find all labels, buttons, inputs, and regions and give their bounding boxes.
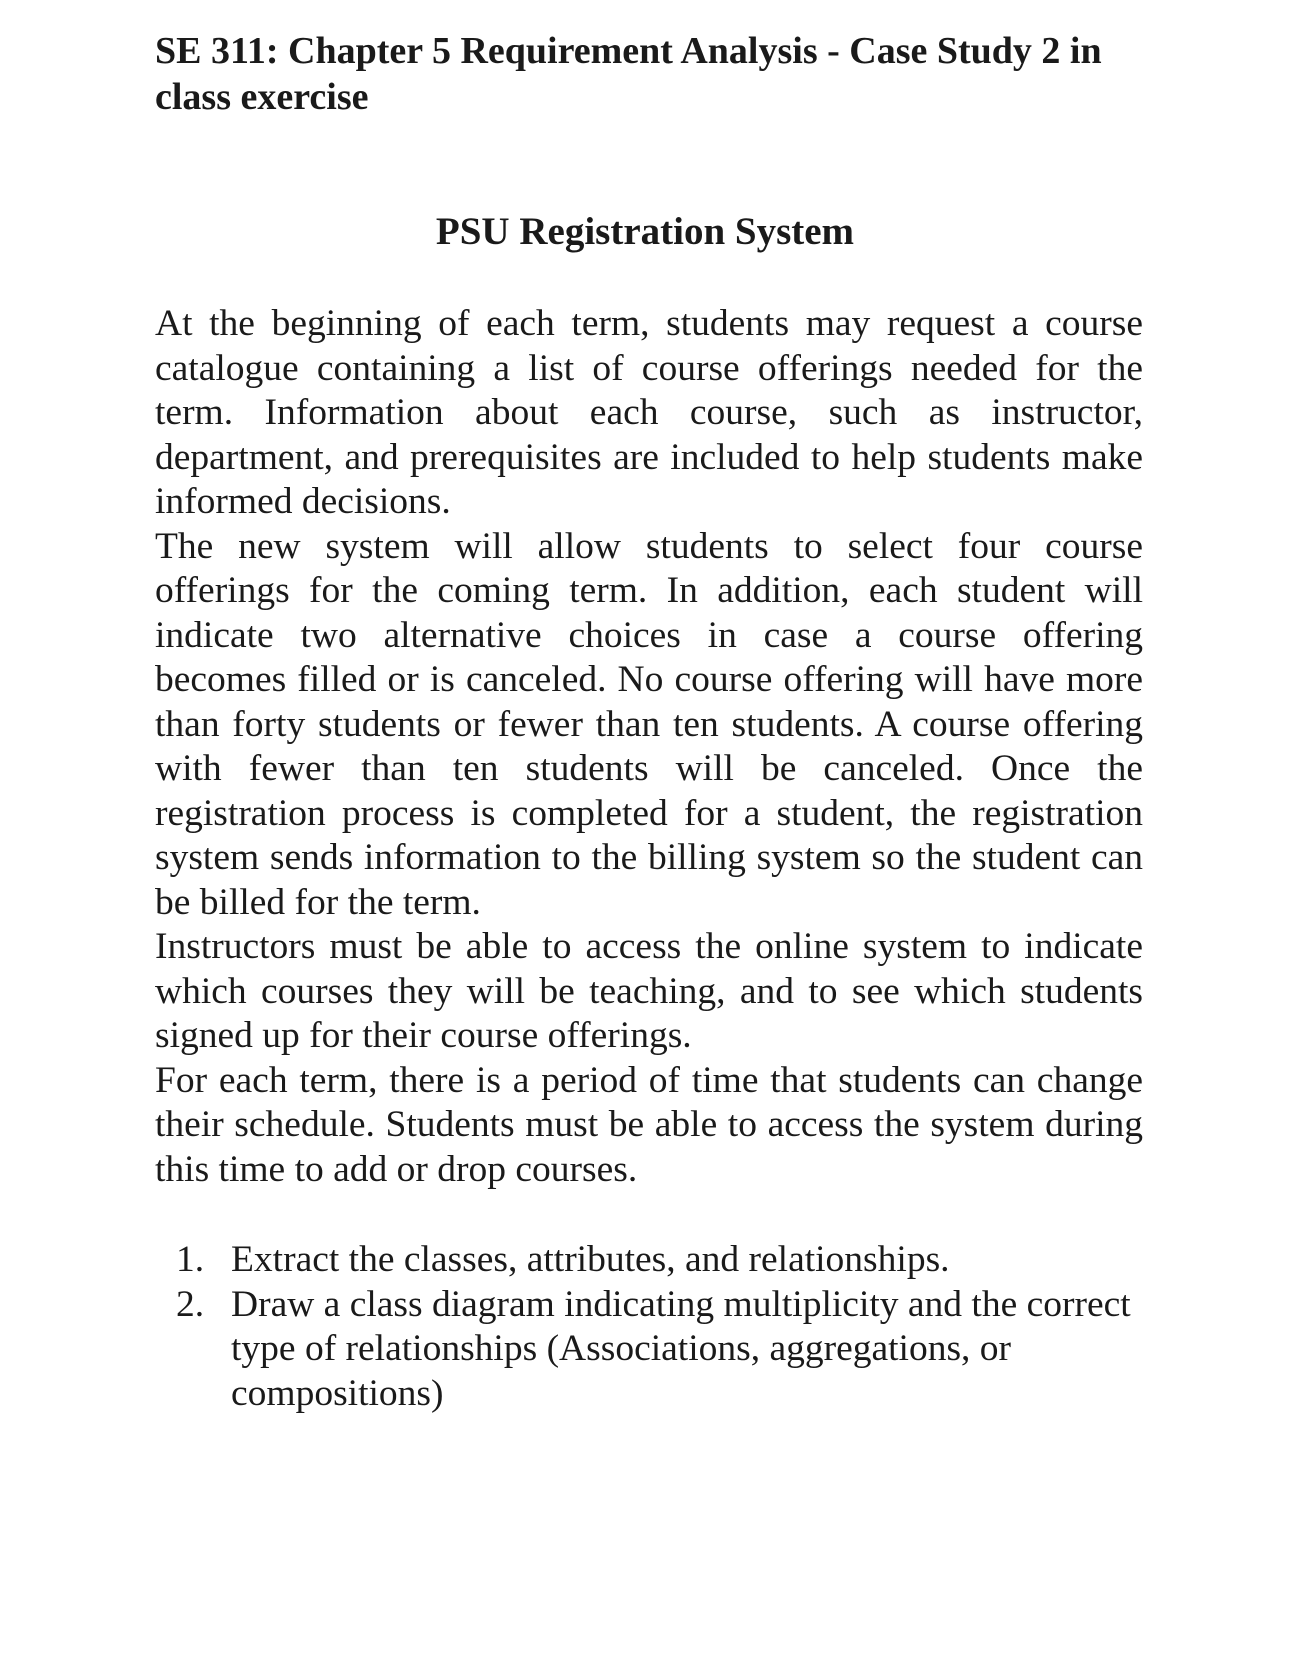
task-text: Draw a class diagram indicating multiplicity and the correct type of relationships (Associations, aggregations, or compositions) (231, 1283, 1131, 1414)
paragraph-instructors: Instructors must be able to access the online system to indicate which courses they will be teaching, and to see which students signed up for their course offerings. (155, 926, 1143, 1056)
task-item (155, 1238, 1143, 1283)
paragraph-intro: At the beginning of each term, students may request a course catalogue containing a list of course offerings needed for the term. Information about each course, such as instructor, department, and prerequisites are included to help students make informed decisions. (155, 303, 1143, 522)
paragraph-new-system: The new system will allow students to select four course offerings for the coming term. In addition, each student will indicate two alternative choices in case a course offering becomes filled or is canceled. No course offering will have more than forty students or fewer than ten students. A course offering with fewer than ten students will be canceled. Once the registration process is completed for a student, the registration system sends information to the billing system so the student can be billed for the term. (155, 525, 1143, 923)
case-study-body (155, 302, 1143, 1192)
task-list (155, 1238, 1143, 1416)
task-number: 1. (176, 1239, 205, 1280)
task-item (155, 1283, 1143, 1417)
document-title: PSU Registration System (435, 210, 855, 253)
course-code: SE 311 (155, 30, 266, 72)
task-number: 2. (176, 1283, 205, 1325)
task-text: Extract the classes, attributes, and relationships. (231, 1239, 950, 1280)
page-header (155, 28, 1155, 120)
header-subtitle: : Chapter 5 Requirement Analysis - Case Study 2 in class exercise (155, 30, 1102, 118)
paragraph-schedule-change: For each term, there is a period of time that students can change their schedule. Students must be able to access the system during this time to add or drop courses. (155, 1059, 1143, 1190)
